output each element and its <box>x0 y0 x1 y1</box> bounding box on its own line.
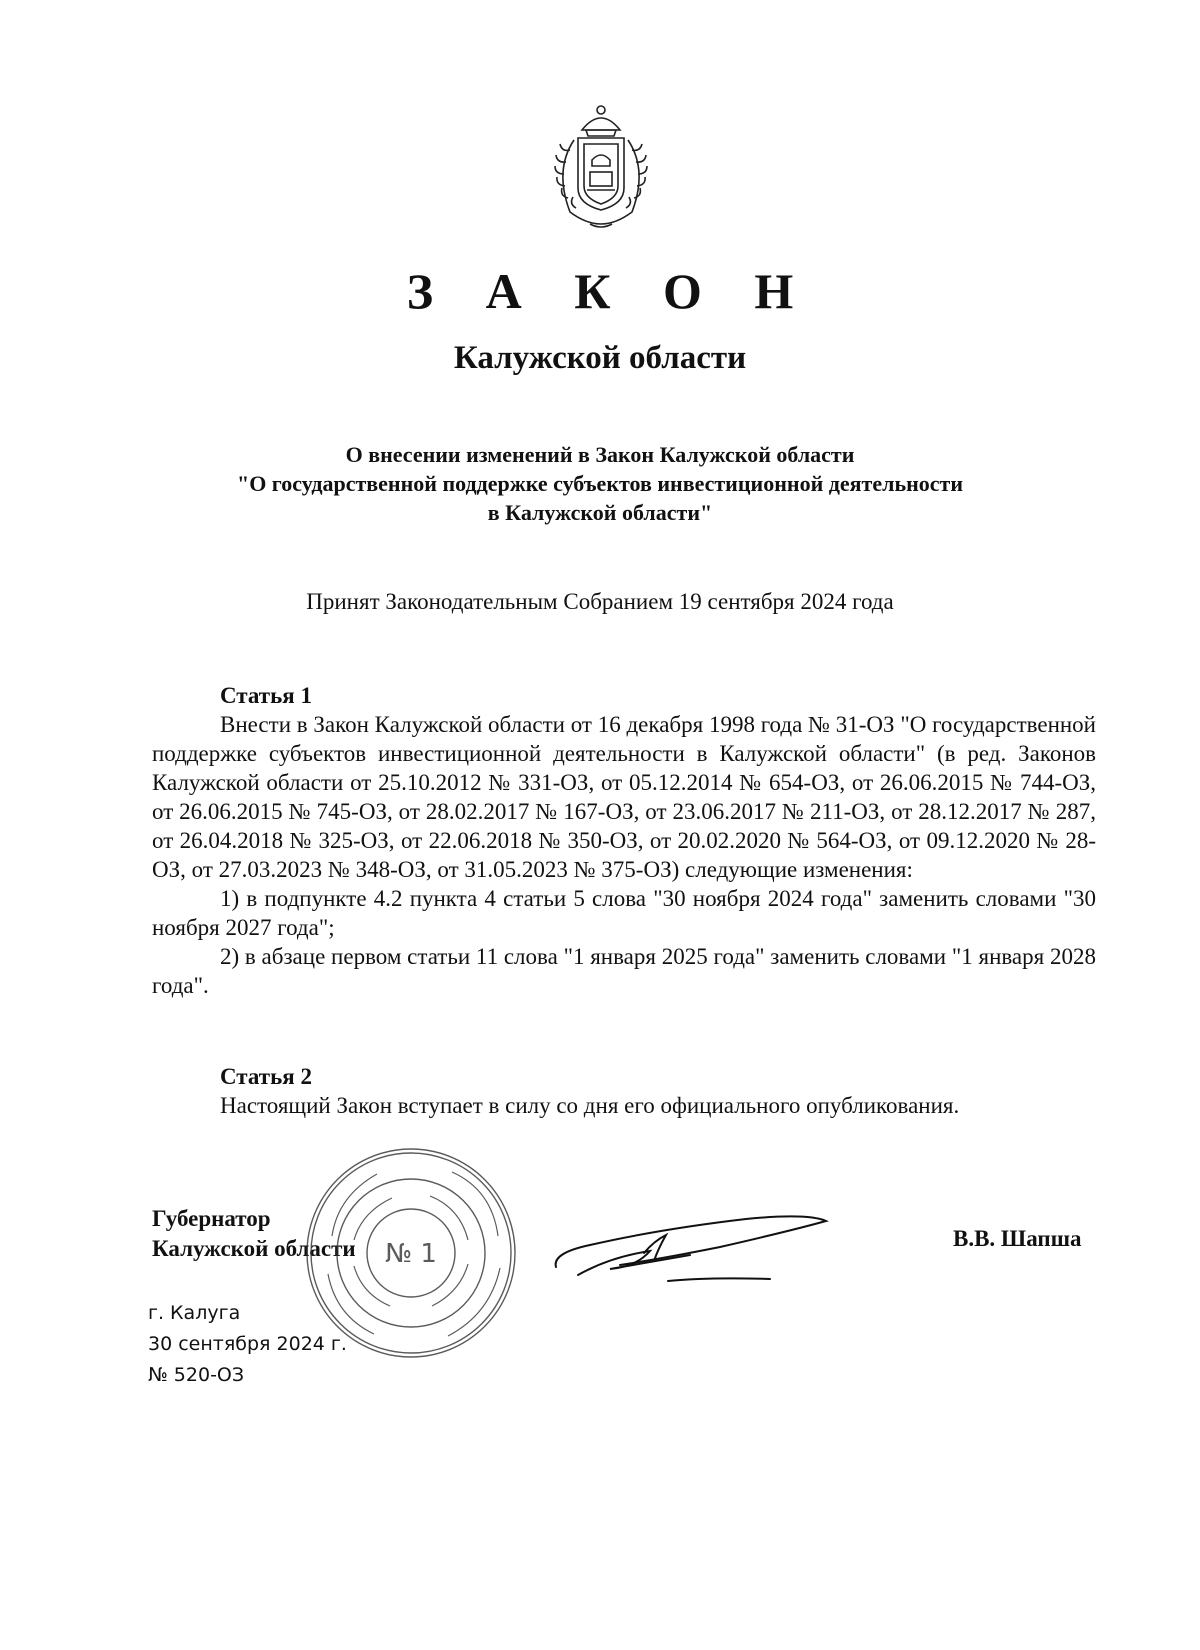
article-item: 1) в подпункте 4.2 пункта 4 статьи 5 слова "30 ноября 2024 года" заменить словами "30 ноября 2027 года"; <box>152 886 1096 940</box>
signatory-title-line: Калужской области <box>152 1236 356 1261</box>
subject-line: О внесении изменений в Закон Калужской области <box>345 442 855 467</box>
law-subject <box>0 440 1200 527</box>
svg-text:№ 1: № 1 <box>385 1239 437 1269</box>
handwritten-signature-icon <box>550 1205 840 1295</box>
footer-date: 30 сентября 2024 г. <box>148 1333 347 1355</box>
article-item: 2) в абзаце первом статьи 11 слова "1 января 2025 года" заменить словами "1 января 2028 года". <box>152 944 1096 998</box>
signatory-title-line: Губернатор <box>152 1206 271 1231</box>
subject-line: в Калужской области" <box>487 500 713 525</box>
official-seal-icon <box>302 1144 520 1362</box>
footer-city: г. Калуга <box>148 1302 241 1324</box>
coat-of-arms-icon <box>530 100 672 232</box>
article-heading: Статья 1 <box>220 683 312 708</box>
article-2 <box>152 1062 1096 1120</box>
region-title: Калужской области <box>453 340 747 376</box>
article-paragraph: Внести в Закон Калужской области от 16 декабря 1998 года № 31-ОЗ "О государственной поддержке субъектов инвестиционной деятельности в Калужской области" (в ред. Законов Калужской области от 25.10.2012 № 331-ОЗ, от 05.12.2014 № 654-ОЗ, от 26.06.2015 № 744-ОЗ, от 26.06.2015 № 745-ОЗ, от 28.02.2017 № 167-ОЗ, от 23.06.2017 № 211-ОЗ, от 28.12.2017 № 287, от 26.04.2018 № 325-ОЗ, от 22.06.2018 № 350-ОЗ, от 20.02.2020 № 564-ОЗ, от 09.12.2020 № 28-ОЗ, от 27.03.2023 № 348-ОЗ, от 31.05.2023 № 375-ОЗ) следующие изменения: <box>152 712 1096 882</box>
footer-number: № 520-ОЗ <box>148 1364 245 1386</box>
article-heading: Статья 2 <box>220 1064 312 1089</box>
article-1 <box>152 681 1096 1000</box>
subject-line: "О государственной поддержке субъектов инвестиционной деятельности <box>236 471 964 496</box>
adoption-statement: Принят Законодательным Собранием 19 сентября 2024 года <box>306 589 894 614</box>
article-paragraph: Настоящий Закон вступает в силу со дня его официального опубликования. <box>220 1093 960 1118</box>
law-title: З А К О Н <box>406 263 814 319</box>
signatory-name: В.В. Шапша <box>953 1226 1082 1251</box>
